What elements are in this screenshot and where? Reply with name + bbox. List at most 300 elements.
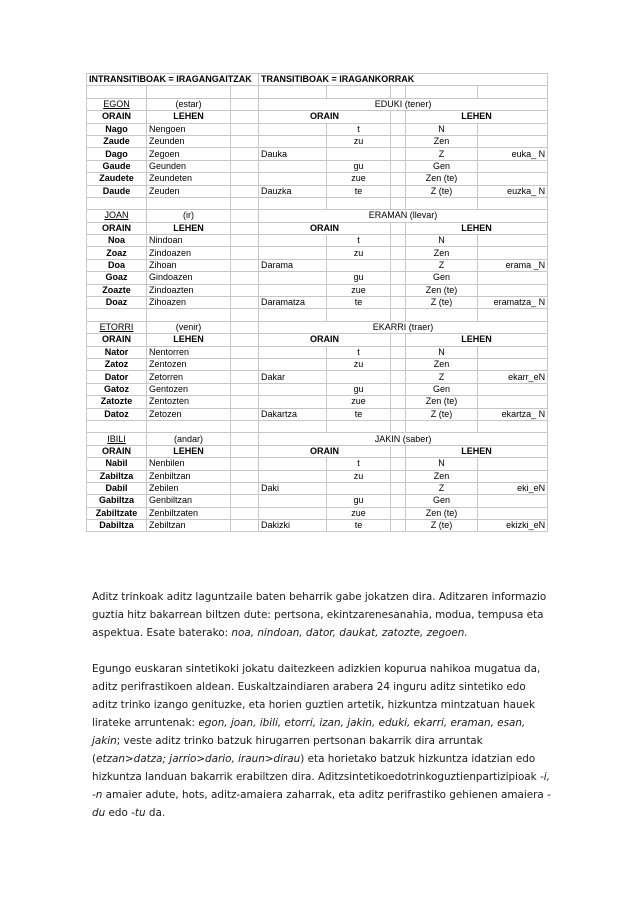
empty-cell — [231, 408, 259, 420]
tense-label-row — [87, 222, 548, 234]
empty-cell — [231, 482, 259, 494]
transitive-person: zue — [327, 507, 391, 519]
transitive-past-label: LEHEN — [406, 334, 548, 346]
transitive-person: t — [327, 123, 391, 135]
past-subject: Z — [406, 148, 478, 160]
conjugation-row — [87, 148, 548, 160]
transitive-form — [259, 160, 327, 172]
empty-cell — [391, 222, 406, 234]
past-ending — [478, 470, 548, 482]
empty-cell — [231, 495, 259, 507]
past-form: Gentozen — [147, 383, 231, 395]
past-subject: Zen — [406, 358, 478, 370]
empty-cell — [391, 111, 406, 123]
past-subject: Zen (te) — [406, 284, 478, 296]
transitive-person — [327, 259, 391, 271]
past-form: Zetorren — [147, 371, 231, 383]
transitive-form: Dakar — [259, 371, 327, 383]
past-ending — [478, 396, 548, 408]
transitive-form — [259, 458, 327, 470]
empty-cell — [231, 173, 259, 185]
present-form: Dator — [87, 371, 147, 383]
transitive-present-label: ORAIN — [259, 334, 391, 346]
transitive-form: Daramatza — [259, 297, 327, 309]
empty-cell — [391, 482, 406, 494]
present-form: Doaz — [87, 297, 147, 309]
empty-cell — [478, 197, 548, 209]
empty-cell — [391, 135, 406, 147]
empty-cell — [391, 86, 406, 98]
transitive-past-label: LEHEN — [406, 111, 548, 123]
empty-cell — [231, 197, 259, 209]
transitive-person: t — [327, 458, 391, 470]
transitive-person: te — [327, 185, 391, 197]
past-form: Zeuden — [147, 185, 231, 197]
past-subject: N — [406, 235, 478, 247]
intransitive-verb — [87, 433, 147, 445]
empty-cell — [391, 495, 406, 507]
verb-title-row — [87, 321, 548, 333]
past-form: Zeundeten — [147, 173, 231, 185]
empty-cell — [147, 420, 231, 432]
past-subject: Zen — [406, 247, 478, 259]
transitive-present-label: ORAIN — [259, 222, 391, 234]
conjugation-row — [87, 520, 548, 532]
transitive-person: te — [327, 520, 391, 532]
transitive-form — [259, 272, 327, 284]
empty-cell — [231, 520, 259, 532]
empty-cell — [231, 135, 259, 147]
empty-cell — [406, 86, 478, 98]
empty-cell — [391, 470, 406, 482]
past-subject: N — [406, 123, 478, 135]
empty-cell — [87, 309, 147, 321]
past-subject: N — [406, 458, 478, 470]
past-form: Nengoen — [147, 123, 231, 135]
past-subject: Gen — [406, 272, 478, 284]
empty-cell — [478, 86, 548, 98]
empty-cell — [231, 148, 259, 160]
past-ending — [478, 507, 548, 519]
transitive-present-label: ORAIN — [259, 111, 391, 123]
present-form: Dabiltza — [87, 520, 147, 532]
past-form: Zihoazen — [147, 297, 231, 309]
transitive-form: Dauka — [259, 148, 327, 160]
transitive-header: TRANSITIBOAK = IRAGANKORRAK — [259, 74, 548, 86]
empty-cell — [391, 507, 406, 519]
intransitive-verb — [87, 321, 147, 333]
conjugation-row — [87, 346, 548, 358]
past-ending — [478, 458, 548, 470]
past-ending — [478, 272, 548, 284]
empty-cell — [231, 297, 259, 309]
past-form: Gindoazen — [147, 272, 231, 284]
transitive-person: zue — [327, 284, 391, 296]
past-subject: Zen (te) — [406, 173, 478, 185]
empty-cell — [259, 420, 327, 432]
transitive-verb: EKARRI (traer) — [259, 321, 548, 333]
present-form: Zatozte — [87, 396, 147, 408]
empty-cell — [231, 383, 259, 395]
empty-cell — [231, 420, 259, 432]
conjugation-row — [87, 160, 548, 172]
past-form: Zentozen — [147, 358, 231, 370]
empty-cell — [259, 197, 327, 209]
present-label: ORAIN — [87, 111, 147, 123]
present-form: Gatoz — [87, 383, 147, 395]
present-form: Gaude — [87, 160, 147, 172]
transitive-form — [259, 358, 327, 370]
transitive-person — [327, 482, 391, 494]
transitive-form: Dauzka — [259, 185, 327, 197]
past-ending: eramatza_ N — [478, 297, 548, 309]
past-form: Zindoazen — [147, 247, 231, 259]
empty-cell — [391, 458, 406, 470]
verb-name: IBILI — [107, 433, 126, 444]
empty-cell — [391, 309, 406, 321]
empty-cell — [87, 86, 147, 98]
past-label: LEHEN — [147, 445, 231, 457]
past-ending — [478, 160, 548, 172]
empty-cell — [231, 123, 259, 135]
transitive-person: gu — [327, 160, 391, 172]
conjugation-row — [87, 235, 548, 247]
empty-cell — [391, 396, 406, 408]
verb-title-row — [87, 210, 548, 222]
transitive-past-label: LEHEN — [406, 222, 548, 234]
past-ending — [478, 495, 548, 507]
past-subject: Z (te) — [406, 408, 478, 420]
empty-cell — [231, 371, 259, 383]
empty-cell — [406, 420, 478, 432]
present-form: Zaudete — [87, 173, 147, 185]
transitive-form — [259, 284, 327, 296]
conjugation-row — [87, 408, 548, 420]
tense-label-row — [87, 334, 548, 346]
past-ending — [478, 173, 548, 185]
present-form: Dago — [87, 148, 147, 160]
transitive-person — [327, 148, 391, 160]
spacer-row — [87, 197, 548, 209]
transitive-form: Dakizki — [259, 520, 327, 532]
present-form: Gabiltza — [87, 495, 147, 507]
past-label: LEHEN — [147, 111, 231, 123]
verb-title-row — [87, 98, 548, 110]
transitive-form: Daki — [259, 482, 327, 494]
transitive-form — [259, 396, 327, 408]
empty-cell — [391, 123, 406, 135]
empty-cell — [231, 272, 259, 284]
present-form: Zoaz — [87, 247, 147, 259]
transitive-person: zue — [327, 173, 391, 185]
transitive-verb: ERAMAN (llevar) — [259, 210, 548, 222]
transitive-verb: EDUKI (tener) — [259, 98, 548, 110]
conjugation-row — [87, 272, 548, 284]
verb-gloss: (venir) — [147, 321, 231, 333]
empty-cell — [231, 98, 259, 110]
verb-title-row — [87, 433, 548, 445]
transitive-person: zu — [327, 247, 391, 259]
past-ending: euka_ N — [478, 148, 548, 160]
intransitive-header: INTRANSITIBOAK = IRAGANGAITZAK — [87, 74, 259, 86]
past-subject: Zen (te) — [406, 507, 478, 519]
empty-cell — [391, 371, 406, 383]
conjugation-row — [87, 123, 548, 135]
conjugation-row — [87, 383, 548, 395]
present-form: Zoazte — [87, 284, 147, 296]
verb-gloss: (ir) — [147, 210, 231, 222]
conjugation-row — [87, 495, 548, 507]
empty-cell — [147, 309, 231, 321]
empty-cell — [391, 346, 406, 358]
conjugation-row — [87, 297, 548, 309]
present-form: Nago — [87, 123, 147, 135]
empty-cell — [231, 247, 259, 259]
transitive-person: te — [327, 408, 391, 420]
empty-cell — [327, 420, 391, 432]
empty-cell — [391, 247, 406, 259]
empty-cell — [87, 197, 147, 209]
empty-cell — [231, 160, 259, 172]
past-ending: ekizki_eN — [478, 520, 548, 532]
transitive-person: te — [327, 297, 391, 309]
present-form: Nabil — [87, 458, 147, 470]
empty-cell — [391, 173, 406, 185]
transitive-person — [327, 371, 391, 383]
empty-cell — [87, 420, 147, 432]
transitive-person: t — [327, 235, 391, 247]
explanation-text — [92, 588, 552, 822]
transitive-person: zu — [327, 358, 391, 370]
transitive-form — [259, 346, 327, 358]
past-ending — [478, 247, 548, 259]
present-label: ORAIN — [87, 445, 147, 457]
empty-cell — [231, 235, 259, 247]
transitive-form: Darama — [259, 259, 327, 271]
empty-cell — [391, 235, 406, 247]
empty-cell — [259, 86, 327, 98]
empty-cell — [391, 334, 406, 346]
intransitive-verb — [87, 210, 147, 222]
tense-label-row — [87, 445, 548, 457]
empty-cell — [391, 445, 406, 457]
transitive-past-label: LEHEN — [406, 445, 548, 457]
conjugation-row — [87, 135, 548, 147]
past-ending: euzka_ N — [478, 185, 548, 197]
transitive-form — [259, 470, 327, 482]
conjugation-row — [87, 507, 548, 519]
intransitive-verb — [87, 98, 147, 110]
transitive-form — [259, 495, 327, 507]
past-form: Nenbilen — [147, 458, 231, 470]
empty-cell — [231, 309, 259, 321]
empty-cell — [231, 111, 259, 123]
empty-cell — [231, 445, 259, 457]
empty-cell — [231, 259, 259, 271]
past-label: LEHEN — [147, 222, 231, 234]
past-subject: Zen — [406, 135, 478, 147]
conjugation-row — [87, 470, 548, 482]
verb-gloss: (estar) — [147, 98, 231, 110]
transitive-person: gu — [327, 383, 391, 395]
present-form: Noa — [87, 235, 147, 247]
empty-cell — [478, 420, 548, 432]
empty-cell — [391, 272, 406, 284]
transitive-verb: JAKIN (saber) — [259, 433, 548, 445]
empty-cell — [406, 197, 478, 209]
transitive-person: zue — [327, 396, 391, 408]
empty-cell — [391, 520, 406, 532]
transitive-person: zu — [327, 135, 391, 147]
empty-cell — [231, 346, 259, 358]
past-form: Zegoen — [147, 148, 231, 160]
present-form: Zaude — [87, 135, 147, 147]
past-subject: Zen (te) — [406, 396, 478, 408]
empty-cell — [391, 185, 406, 197]
past-form: Zebilen — [147, 482, 231, 494]
past-form: Zebiltzan — [147, 520, 231, 532]
transitive-form — [259, 123, 327, 135]
past-form: Zeunden — [147, 135, 231, 147]
past-subject: Z — [406, 259, 478, 271]
verb-gloss: (andar) — [147, 433, 231, 445]
past-ending — [478, 383, 548, 395]
empty-cell — [147, 86, 231, 98]
verb-name: EGON — [103, 98, 130, 109]
spacer-row — [87, 420, 548, 432]
tense-label-row — [87, 111, 548, 123]
past-ending — [478, 123, 548, 135]
empty-cell — [231, 321, 259, 333]
past-form: Genbiltzan — [147, 495, 231, 507]
present-form: Zatoz — [87, 358, 147, 370]
past-subject: Gen — [406, 495, 478, 507]
past-ending: ekartza_ N — [478, 408, 548, 420]
present-form: Doa — [87, 259, 147, 271]
empty-cell — [391, 297, 406, 309]
empty-cell — [231, 185, 259, 197]
paragraph-detail: Egungo euskaran sintetikoki jokatu daitezkeen adizkien kopurua nahikoa mugatua da, aditz perifrastikoen aldean. Euskaltzaindiaren arabera 24 inguru aditz sintetiko edo aditz trinko izango genituzke, eta horien guztien artetik, hizkuntza mintzatuan hauek lirateke arruntenak: egon, joan, ibili, etorri, izan, jakin, eduki, ekarri, eraman, esan, jakin; veste aditz trinko batzuk hirugarren pertsonan bakarrik dira arruntak (etzan>datza; jarrio>dario, iraun>dirau) eta horietako batzuk hizkuntza idatzian edo hizkuntza landuan bakarrik erabiltzen dira. Aditzsintetikoedotrinkoguztienpartizipioak -i, -n amaier adute, hots, aditz-amaiera zaharrak, eta aditz perifrastiko gehienen amaiera -du edo -tu da. — [92, 663, 551, 819]
empty-cell — [147, 197, 231, 209]
transitive-form — [259, 383, 327, 395]
empty-cell — [231, 210, 259, 222]
transitive-form — [259, 235, 327, 247]
past-form: Zetozen — [147, 408, 231, 420]
past-ending — [478, 135, 548, 147]
empty-cell — [231, 222, 259, 234]
transitive-person: gu — [327, 495, 391, 507]
verb-name: JOAN — [104, 210, 129, 221]
transitive-present-label: ORAIN — [259, 445, 391, 457]
conjugation-row — [87, 247, 548, 259]
past-form: Zindoazten — [147, 284, 231, 296]
transitive-form: Dakartza — [259, 408, 327, 420]
spacer-row — [87, 309, 548, 321]
empty-cell — [231, 396, 259, 408]
empty-cell — [391, 408, 406, 420]
present-form: Nator — [87, 346, 147, 358]
empty-cell — [391, 160, 406, 172]
spacer-row — [87, 86, 548, 98]
past-ending: erama _N — [478, 259, 548, 271]
past-subject: Z (te) — [406, 520, 478, 532]
empty-cell — [478, 309, 548, 321]
transitive-person: zu — [327, 470, 391, 482]
past-ending — [478, 235, 548, 247]
transitive-form — [259, 507, 327, 519]
empty-cell — [391, 358, 406, 370]
past-form: Zenbiltzaten — [147, 507, 231, 519]
present-form: Goaz — [87, 272, 147, 284]
past-subject: N — [406, 346, 478, 358]
empty-cell — [231, 470, 259, 482]
section-header-row — [87, 74, 548, 86]
present-label: ORAIN — [87, 222, 147, 234]
conjugation-row — [87, 259, 548, 271]
empty-cell — [391, 284, 406, 296]
empty-cell — [327, 309, 391, 321]
conjugation-row — [87, 173, 548, 185]
past-form: Nentorren — [147, 346, 231, 358]
empty-cell — [231, 433, 259, 445]
empty-cell — [391, 148, 406, 160]
empty-cell — [391, 420, 406, 432]
conjugation-row — [87, 458, 548, 470]
transitive-form — [259, 173, 327, 185]
paragraph-intro: Aditz trinkoak aditz laguntzaile baten beharrik gabe jokatzen dira. Aditzaren informazio guztia hitz bakarrean biltzen dute: pertsona, ekintzarenesanahia, modua, tempusa eta aspektua. Esate baterako: noa, nindoan, dator, daukat, zatozte, zegoen. — [92, 591, 547, 639]
empty-cell — [231, 507, 259, 519]
conjugation-row — [87, 396, 548, 408]
past-ending: ekarr_eN — [478, 371, 548, 383]
empty-cell — [231, 458, 259, 470]
past-subject: Z — [406, 482, 478, 494]
past-subject: Z (te) — [406, 297, 478, 309]
conjugation-row — [87, 482, 548, 494]
transitive-person: t — [327, 346, 391, 358]
past-subject: Z — [406, 371, 478, 383]
empty-cell — [327, 86, 391, 98]
conjugation-spreadsheet — [86, 73, 548, 532]
past-ending — [478, 358, 548, 370]
past-subject: Zen — [406, 470, 478, 482]
past-ending: eki_eN — [478, 482, 548, 494]
past-ending — [478, 284, 548, 296]
empty-cell — [231, 86, 259, 98]
empty-cell — [327, 197, 391, 209]
transitive-form — [259, 135, 327, 147]
past-subject: Gen — [406, 383, 478, 395]
present-form: Dabil — [87, 482, 147, 494]
conjugation-row — [87, 371, 548, 383]
transitive-person: gu — [327, 272, 391, 284]
past-form: Zentozten — [147, 396, 231, 408]
empty-cell — [231, 358, 259, 370]
past-form: Geunden — [147, 160, 231, 172]
past-form: Zenbiltzan — [147, 470, 231, 482]
past-subject: Gen — [406, 160, 478, 172]
present-form: Daude — [87, 185, 147, 197]
conjugation-row — [87, 185, 548, 197]
conjugation-row — [87, 284, 548, 296]
past-form: Nindoan — [147, 235, 231, 247]
past-label: LEHEN — [147, 334, 231, 346]
past-subject: Z (te) — [406, 185, 478, 197]
present-label: ORAIN — [87, 334, 147, 346]
conjugation-table — [86, 73, 548, 532]
empty-cell — [259, 309, 327, 321]
empty-cell — [406, 309, 478, 321]
present-form: Zabiltzate — [87, 507, 147, 519]
